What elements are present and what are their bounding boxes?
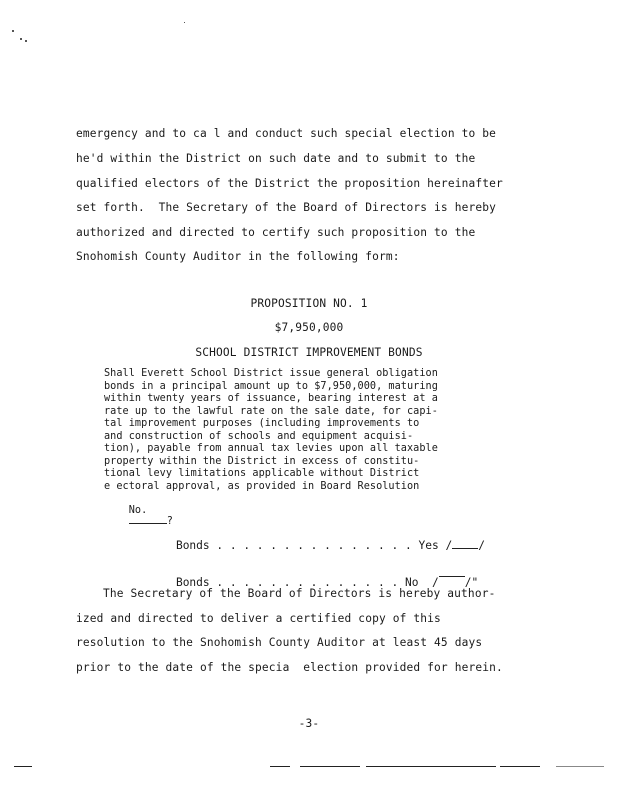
proposition-line-1: Shall Everett School District issue general obligation xyxy=(104,368,438,379)
proposition-line-2: bonds in a principal amount up to $7,950,000, maturing xyxy=(104,381,438,392)
ballot-yes-line xyxy=(149,526,485,565)
scan-rule xyxy=(14,766,32,767)
page-number: -3- xyxy=(298,717,320,730)
scan-rule xyxy=(556,766,604,767)
body-bottom-line-2: ized and directed to deliver a certified copy of this xyxy=(76,612,441,625)
body-line-3: qualified electors of the District the proposition hereinafter xyxy=(76,177,503,190)
ballot-no-dots: . . . . . . . . . . . . . . xyxy=(209,576,399,589)
proposition-line-8: property within the District in excess of constitu- xyxy=(104,456,420,467)
scan-rule xyxy=(300,766,360,767)
ballot-no-label: Bonds xyxy=(175,576,210,589)
scan-rule xyxy=(500,766,540,767)
proposition-line-5: tal improvement purposes (including improvements to xyxy=(104,418,420,429)
proposition-heading: SCHOOL DISTRICT IMPROVEMENT BONDS xyxy=(195,346,423,359)
body-bottom-line-1: The Secretary of the Board of Directors is hereby author- xyxy=(103,587,496,600)
ballot-yes-dots: . . . . . . . . . . . . . . . xyxy=(209,539,412,552)
scan-rule xyxy=(366,766,496,767)
body-line-1: emergency and to ca l and conduct such special election to be xyxy=(76,127,497,140)
body-bottom-line-3: resolution to the Snohomish County Auditor at least 45 days xyxy=(76,636,483,649)
proposition-line-7: tion), payable from annual tax levies upon all taxable xyxy=(104,443,438,454)
resolution-no-suffix: ? xyxy=(166,516,173,527)
body-line-6: Snohomish County Auditor in the following form: xyxy=(76,250,400,263)
scan-rule xyxy=(270,766,290,767)
proposition-title: PROPOSITION NO. 1 xyxy=(250,297,368,310)
ballot-no-box[interactable]: / /" xyxy=(431,576,479,589)
resolution-number-blank[interactable] xyxy=(129,523,167,524)
scan-speck xyxy=(12,30,14,32)
body-line-2: he'd within the District on such date and to submit to the xyxy=(76,152,476,165)
proposition-line-6: and construction of schools and equipment acquisi- xyxy=(104,431,414,442)
body-line-4: set forth. The Secretary of the Board of Directors is hereby xyxy=(76,201,497,214)
proposition-line-3: within twenty years of issuance, bearing interest at a xyxy=(104,393,438,404)
scan-speck xyxy=(184,22,185,23)
body-line-5: authorized and directed to certify such proposition to the xyxy=(76,226,476,239)
ballot-yes-option: Yes xyxy=(418,539,439,552)
proposition-line-9: tional levy limitations applicable without District xyxy=(104,468,420,479)
proposition-amount: $7,950,000 xyxy=(274,321,344,334)
ballot-yes-box[interactable]: / / xyxy=(445,539,485,552)
scan-speck xyxy=(20,38,22,40)
ballot-no-option: No xyxy=(404,576,419,589)
scan-speck xyxy=(25,40,27,42)
resolution-no-label: No. xyxy=(128,505,148,516)
ballot-yes-label: Bonds xyxy=(175,539,210,552)
body-bottom-line-4: prior to the date of the specia election provided for herein. xyxy=(76,661,503,674)
proposition-line-10: e ectoral approval, as provided in Board Resolution xyxy=(104,481,420,492)
proposition-line-4: rate up to the lawful rate on the sale date, for capi- xyxy=(104,406,438,417)
